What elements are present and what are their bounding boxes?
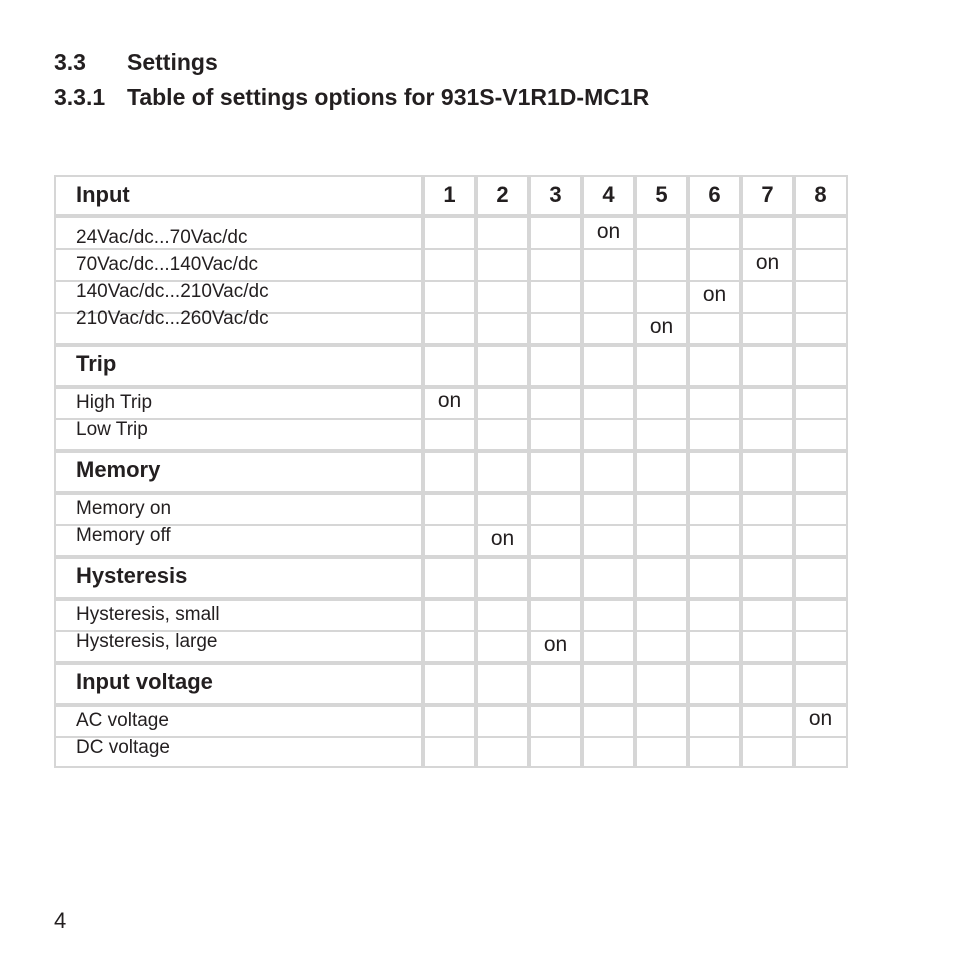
column-header-1: 1	[443, 182, 456, 207]
option-label: 210Vac/dc...260Vac/dc	[76, 308, 269, 329]
section-number: 3.3	[54, 49, 86, 75]
subsection-title: Table of settings options for 931S-V1R1D-MC1R	[127, 84, 650, 110]
switch-on-cell: on	[649, 315, 674, 338]
row-divider	[54, 524, 848, 526]
table-border-left	[54, 175, 56, 768]
switch-on-cell: on	[808, 707, 833, 730]
row-divider	[54, 703, 848, 707]
section-title-trip: Trip	[76, 351, 117, 376]
switch-on-cell: on	[755, 251, 780, 274]
option-label: 140Vac/dc...210Vac/dc	[76, 281, 269, 302]
row-divider	[54, 449, 848, 453]
row-divider	[54, 343, 848, 347]
option-label: Memory on	[76, 498, 172, 519]
column-header-8: 8	[814, 182, 827, 207]
row-divider	[54, 597, 848, 601]
option-label: Hysteresis, large	[76, 631, 218, 652]
option-label: 24Vac/dc...70Vac/dc	[76, 227, 248, 248]
option-label: Hysteresis, small	[76, 604, 220, 625]
switch-on-cell: on	[596, 220, 621, 243]
column-divider	[792, 175, 796, 768]
option-label: High Trip	[76, 392, 153, 413]
column-divider	[633, 175, 637, 768]
column-header-6: 6	[708, 182, 721, 207]
switch-on-cell: on	[543, 633, 568, 656]
switch-on-cell: on	[437, 389, 462, 412]
column-divider	[474, 175, 478, 768]
column-divider	[686, 175, 690, 768]
column-divider	[580, 175, 584, 768]
row-divider	[54, 736, 848, 738]
table-border-bottom	[54, 766, 848, 768]
row-divider	[54, 491, 848, 495]
option-label: Low Trip	[76, 419, 148, 440]
column-header-4: 4	[602, 182, 615, 207]
section-title-input-voltage: Input voltage	[76, 669, 213, 694]
section-title-hysteresis: Hysteresis	[76, 563, 188, 588]
column-divider	[527, 175, 531, 768]
section-heading	[54, 49, 218, 75]
switch-on-cell: on	[490, 527, 515, 550]
section-title-memory: Memory	[76, 457, 161, 482]
option-label: DC voltage	[76, 737, 170, 758]
section-title: Settings	[127, 49, 218, 75]
column-header-2: 2	[496, 182, 509, 207]
row-divider	[54, 418, 848, 420]
option-label: 70Vac/dc...140Vac/dc	[76, 254, 259, 275]
switch-on-cell: on	[702, 283, 727, 306]
table-header-label: Input	[76, 182, 130, 207]
column-divider	[421, 175, 425, 768]
column-header-7: 7	[761, 182, 774, 207]
subsection-heading	[54, 84, 649, 110]
column-header-3: 3	[549, 182, 562, 207]
row-divider	[54, 661, 848, 665]
table-border-right	[846, 175, 848, 768]
table-border-top	[54, 175, 848, 177]
row-divider	[54, 555, 848, 559]
option-label: Memory off	[76, 525, 171, 546]
column-header-5: 5	[655, 182, 668, 207]
option-label: AC voltage	[76, 710, 169, 731]
page-number: 4	[54, 908, 67, 933]
subsection-number: 3.3.1	[54, 84, 106, 110]
row-divider	[54, 214, 848, 218]
